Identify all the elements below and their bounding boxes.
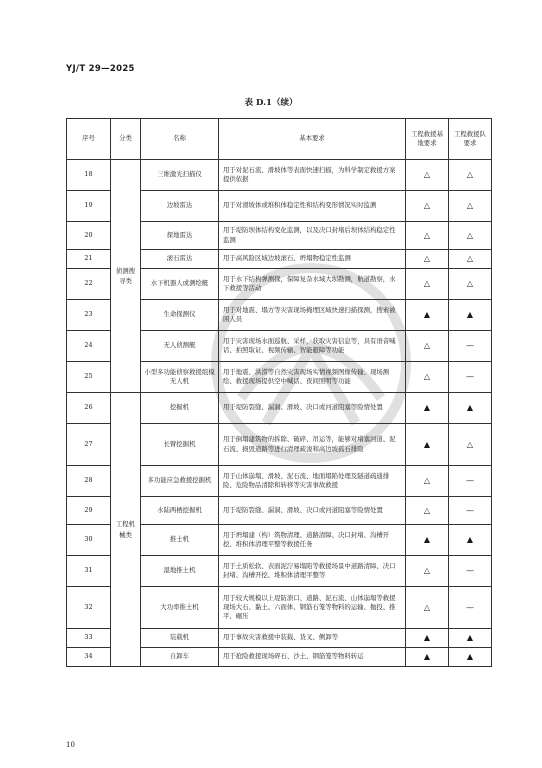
team-requirement-mark: — [449,331,492,362]
equipment-name: 推土机 [141,525,219,556]
base-requirement-mark: △ [406,269,449,300]
base-requirement-mark: △ [406,497,449,525]
requirement-text: 用于对滑坡体或堆积体稳定性和结构变形情况实时监测 [219,191,406,222]
equipment-name: 边坡雷达 [141,191,219,222]
team-requirement-mark: — [449,587,492,629]
team-requirement-mark: ▲ [449,525,492,556]
requirement-text: 用于对地震、塌方等灾害现场掩埋区域快速扫描探测，搜索被困人员 [219,300,406,331]
requirement-text: 用于堤防裂缝、漏洞、滑坡、决口或河道阻塞等险情处置 [219,497,406,525]
team-requirement-mark: — [449,362,492,393]
equipment-name: 挖掘机 [141,393,219,424]
row-number: 32 [67,587,111,629]
col-header-base-requirement: 工程救援基地要求 [406,119,449,160]
team-requirement-mark: ▲ [449,300,492,331]
row-number: 25 [67,362,111,393]
requirement-text: 用于水下结构弹测探，保障复杂水域大坝勘测，航道勘察，水下救援等活动 [219,269,406,300]
col-header-category: 分类 [111,119,141,160]
table-title: 表 D.1（续） [244,98,298,108]
base-requirement-mark: △ [406,587,449,629]
table-header-row [67,119,492,160]
requirement-text: 用于灾害现场水面巡航、采样，获取灾害信息等，具有语音喊话、拍照取证、视频传输、智能避障等功能 [219,331,406,362]
row-number: 21 [67,250,111,269]
requirement-text: 用于堤防裂缝、漏洞、滑坡、决口或河道阻塞等险情处置 [219,393,406,424]
base-requirement-mark: △ [406,331,449,362]
base-requirement-mark: △ [406,191,449,222]
equipment-name: 大功率推土机 [141,587,219,629]
base-requirement-mark: ▲ [406,393,449,424]
team-requirement-mark: △ [449,250,492,269]
base-requirement-mark: △ [406,250,449,269]
table-row [67,160,492,191]
standard-code: YJ/T 29—2025 [66,64,135,74]
base-requirement-mark: △ [406,362,449,393]
category-cell: 工程机械类 [111,393,141,667]
base-requirement-mark: ▲ [406,648,449,667]
requirement-text: 用于地震、洪涝等自然灾害现场实情视频图像传输、现场测绘、救援现场提供空中喊话、夜间照明等功能 [219,362,406,393]
equipment-name: 小型多功能侦察救援组模无人机 [141,362,219,393]
team-requirement-mark: ▲ [449,648,492,667]
team-requirement-mark: △ [449,222,492,250]
team-requirement-mark: — [449,556,492,587]
row-number: 27 [67,424,111,466]
team-requirement-mark: ▲ [449,393,492,424]
row-number: 24 [67,331,111,362]
row-number: 23 [67,300,111,331]
equipment-name: 生命探测仪 [141,300,219,331]
equipment-table [66,118,492,667]
base-requirement-mark: ▲ [406,525,449,556]
team-requirement-mark: — [449,466,492,497]
col-header-requirement: 基本要求 [219,119,406,160]
row-number: 28 [67,466,111,497]
team-requirement-mark: — [449,497,492,525]
equipment-name: 湿地推土机 [141,556,219,587]
equipment-name: 三维激光扫描仪 [141,160,219,191]
requirement-text: 用于坍塌建（构）筑物清理、道路清障、决口封堵、沟槽开挖、堆积体清理平整等救援任务 [219,525,406,556]
team-requirement-mark: △ [449,424,492,466]
requirement-text: 用于事故灾害救援中装载、货叉、侧卸等 [219,629,406,648]
base-requirement-mark: ▲ [406,424,449,466]
requirement-text: 用于山体崩塌、滑坡、泥石流、地面塌陷处理及隧道疏通排险、危险物品清除和转移等灾害事故救援 [219,466,406,497]
requirement-text: 用于较大规模以上堤防溃口、道路、泥石流、山体崩塌等救援现场大石、黏土、六面体、钢筋石笼等物料的运输、抛投、推平、碾压 [219,587,406,629]
base-requirement-mark: △ [406,556,449,587]
requirement-text: 用于对泥石流、滑坡体等表面快速扫描，为科学制定救援方案提供依据 [219,160,406,191]
team-requirement-mark: △ [449,160,492,191]
equipment-name: 自卸车 [141,648,219,667]
base-requirement-mark: △ [406,160,449,191]
col-header-team-requirement: 工程救援队要求 [449,119,492,160]
col-header-no: 序号 [67,119,111,160]
row-number: 33 [67,629,111,648]
col-header-name: 名称 [141,119,219,160]
equipment-name: 水陆两栖挖掘机 [141,497,219,525]
equipment-name: 无人侦测艇 [141,331,219,362]
row-number: 26 [67,393,111,424]
row-number: 30 [67,525,111,556]
team-requirement-mark: △ [449,269,492,300]
row-number: 19 [67,191,111,222]
row-number: 20 [67,222,111,250]
equipment-name: 探地雷达 [141,222,219,250]
row-number: 18 [67,160,111,191]
category-cell: 侦测搜寻类 [111,160,141,393]
equipment-name: 多功能应急救援挖掘机 [141,466,219,497]
row-number: 29 [67,497,111,525]
equipment-name: 装载机 [141,629,219,648]
team-requirement-mark: △ [449,191,492,222]
row-number: 22 [67,269,111,300]
base-requirement-mark: ▲ [406,300,449,331]
base-requirement-mark: △ [406,222,449,250]
equipment-name: 水下机器人或测绘艇 [141,269,219,300]
requirement-text: 用于堤防坝体结构变化监测，以及决口封堵后坝体结构稳定性监测 [219,222,406,250]
page-number: 10 [66,741,75,749]
row-number: 31 [67,556,111,587]
requirement-text: 用于抢险救援现场碎石、沙土、钢筋笼等物料转运 [219,648,406,667]
table-row [67,393,492,424]
requirement-text: 用于土质松软、表面泥泞易塌陷等救援场景中道路清障、决口封堵、沟槽开挖、堆积体清理平整等 [219,556,406,587]
requirement-text: 用于高风险区域边坡滚石、坍塌物稳定性监测 [219,250,406,269]
base-requirement-mark: ▲ [406,629,449,648]
team-requirement-mark: ▲ [449,629,492,648]
row-number: 34 [67,648,111,667]
requirement-text: 用于倒塌建筑物的拆除、破碎、吊运等，能够对堵塞河道、泥石流、损毁道路等进行清理疏浚和高边坡孤石排险 [219,424,406,466]
equipment-name: 滚石雷达 [141,250,219,269]
equipment-name: 长臂挖掘机 [141,424,219,466]
base-requirement-mark: △ [406,466,449,497]
